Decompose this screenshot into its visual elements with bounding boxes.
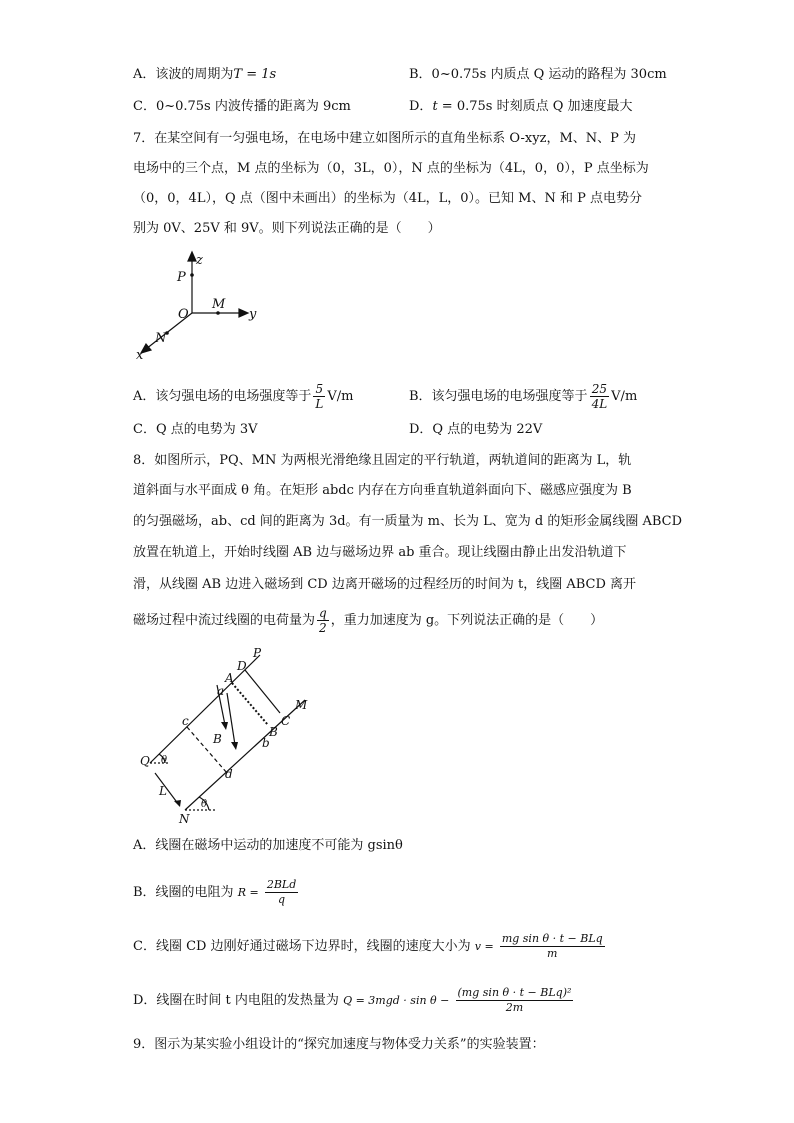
q8-option-b-lhs: R = <box>237 886 259 899</box>
label-theta-n: θ <box>201 799 208 810</box>
q8-option-b <box>133 878 300 907</box>
q7-stem-line-4: 别为 0V、25V 和 9V。则下列说法正确的是（ ） <box>133 221 441 236</box>
label-o: O <box>178 307 189 322</box>
q8-stem-line-5: 滑，从线圈 AB 边进入磁场到 CD 边离开磁场的过程经历的时间为 t，线圈 ABCD 离开 <box>133 577 637 592</box>
q7-option-a-fraction: $\frac{5}{L}$ <box>315 382 324 411</box>
label-l: L <box>159 784 167 798</box>
label-b-lower: b <box>262 736 270 750</box>
q8-option-b-fraction: $\frac{\text{2BLd}}{q}$ <box>266 878 297 906</box>
q8-option-c-text: C．线圈 CD 边刚好通过磁场下边界时，线圈的速度大小为 <box>133 939 471 954</box>
coil-edge-dc <box>245 670 280 713</box>
q8-charge-fraction: $\frac{q}{2}$ <box>319 606 327 635</box>
q7-stem-line-2: 电场中的三个点，M 点的坐标为（0，3L，0），N 点的坐标为（4L，0，0），P 点坐标为 <box>133 161 649 176</box>
label-y: y <box>249 307 257 322</box>
q8-option-a: A．线圈在磁场中运动的加速度不可能为 gsinθ <box>133 838 403 853</box>
field-arrow-2-head-icon <box>231 742 238 750</box>
label-c-lower: c <box>182 714 189 728</box>
q8-stem-line-6-post: ，重力加速度为 g。下列说法正确的是（ ） <box>330 613 604 628</box>
label-q: Q <box>140 754 150 768</box>
q8-option-d-fraction: $\frac{\text{(mg sin θ · t − BLq)²}}{2m}$ <box>457 986 572 1014</box>
q8-stem-line-4: 放置在轨道上，开始时线圈 AB 边与磁场边界 ab 重合。现让线圈由静止出发沿轨道下 <box>133 545 627 560</box>
q7-option-b-text: B．该匀强电场的电场强度等于 <box>409 389 588 404</box>
q7-option-a-unit: V/m <box>327 389 354 404</box>
field-arrow-1-head-icon <box>221 722 228 730</box>
q7-option-b <box>409 382 637 411</box>
label-n: N <box>155 331 167 346</box>
q6-option-a-text: A．该波的周期为 <box>133 67 234 82</box>
label-b-field: B <box>213 732 222 746</box>
q7-stem-line-1: 7．在某空间有一匀强电场，在电场中建立如图所示的直角坐标系 O-xyz，M、N、P 为 <box>133 131 637 146</box>
field-arrow-2 <box>227 693 235 745</box>
label-x: x <box>136 348 144 363</box>
q6-option-d-label: D． <box>409 99 433 114</box>
label-b-upper: B <box>269 725 278 739</box>
z-axis-arrow-icon <box>188 252 196 261</box>
point-p-dot <box>190 273 194 277</box>
q7-option-d: D．Q 点的电势为 22V <box>409 422 543 437</box>
q8-stem-line-6-pre: 磁场过程中流过线圈的电荷量为 <box>133 613 316 628</box>
q8-stem-line-2: 道斜面与水平面成 θ 角。在矩形 abdc 内存在方向垂直轨道斜面向下、磁感应强度为 B <box>133 483 632 498</box>
q9-stem: 9．图示为某实验小组设计的“探究加速度与物体受力关系”的实验装置： <box>133 1037 545 1052</box>
label-a-lower: a <box>217 684 225 698</box>
y-axis-arrow-icon <box>239 309 248 317</box>
l-arrow-head-icon <box>174 800 181 807</box>
q8-stem-line-6 <box>133 606 603 635</box>
label-d-lower: d <box>225 767 233 781</box>
q8-option-d-lhs: Q = 3mgd · sin θ − <box>343 994 450 1007</box>
q8-rail-figure <box>135 645 325 825</box>
q8-stem-line-3: 的匀强磁场，ab、cd 间的距离为 3d。有一质量为 m、长为 L、宽为 d 的矩形金属线圈 ABCD <box>133 514 683 529</box>
coil-edge-ab <box>232 683 268 725</box>
label-theta-q: θ <box>161 755 168 766</box>
q7-option-b-unit: V/m <box>611 389 638 404</box>
label-m: M <box>212 297 226 312</box>
q6-option-d-var: t <box>432 99 438 114</box>
q8-option-d <box>133 986 575 1015</box>
q8-option-c-fraction: $\frac{\text{mg sin θ · t − BLq}}{m}$ <box>501 932 603 960</box>
q7-option-a-text: A．该匀强电场的电场强度等于 <box>133 389 312 404</box>
label-n: N <box>179 812 190 825</box>
label-m: M <box>295 698 308 712</box>
q8-option-b-text: B．线圈的电阻为 <box>133 885 234 900</box>
q7-option-c: C．Q 点的电势为 3V <box>133 422 258 437</box>
q8-option-d-text: D．线圈在时间 t 内电阻的发热量为 <box>133 993 339 1008</box>
q7-coordinate-figure <box>130 248 270 363</box>
q7-stem-line-3: （0，0，4L），Q 点（图中未画出）的坐标为（4L，L，0）。已知 M、N 和 P 点电势分 <box>133 191 643 206</box>
label-c-upper: C <box>281 714 291 728</box>
q6-option-d <box>409 98 633 116</box>
q6-option-b: B．0~0.75s 内质点 Q 运动的路程为 30cm <box>409 67 667 82</box>
label-p: P <box>177 270 186 285</box>
q6-option-a <box>133 66 276 84</box>
q6-option-c: C．0~0.75s 内波传播的距离为 9cm <box>133 99 351 114</box>
label-z: z <box>196 253 203 268</box>
q8-stem-line-1: 8．如图所示，PQ、MN 为两根光滑绝缘且固定的平行轨道，两轨道间的距离为 L，轨 <box>133 453 632 468</box>
q7-option-b-fraction: $\frac{25}{4L}$ <box>591 382 608 411</box>
q6-option-d-text: = 0.75s 时刻质点 Q 加速度最大 <box>437 99 633 114</box>
label-p: P <box>253 646 262 660</box>
q7-option-a <box>133 382 353 411</box>
label-d-upper: D <box>237 659 247 673</box>
q6-option-a-math: T = 1s <box>233 67 277 82</box>
label-a-upper: A <box>225 671 234 685</box>
q8-option-c <box>133 932 607 961</box>
q8-option-c-lhs: v = <box>474 940 494 953</box>
